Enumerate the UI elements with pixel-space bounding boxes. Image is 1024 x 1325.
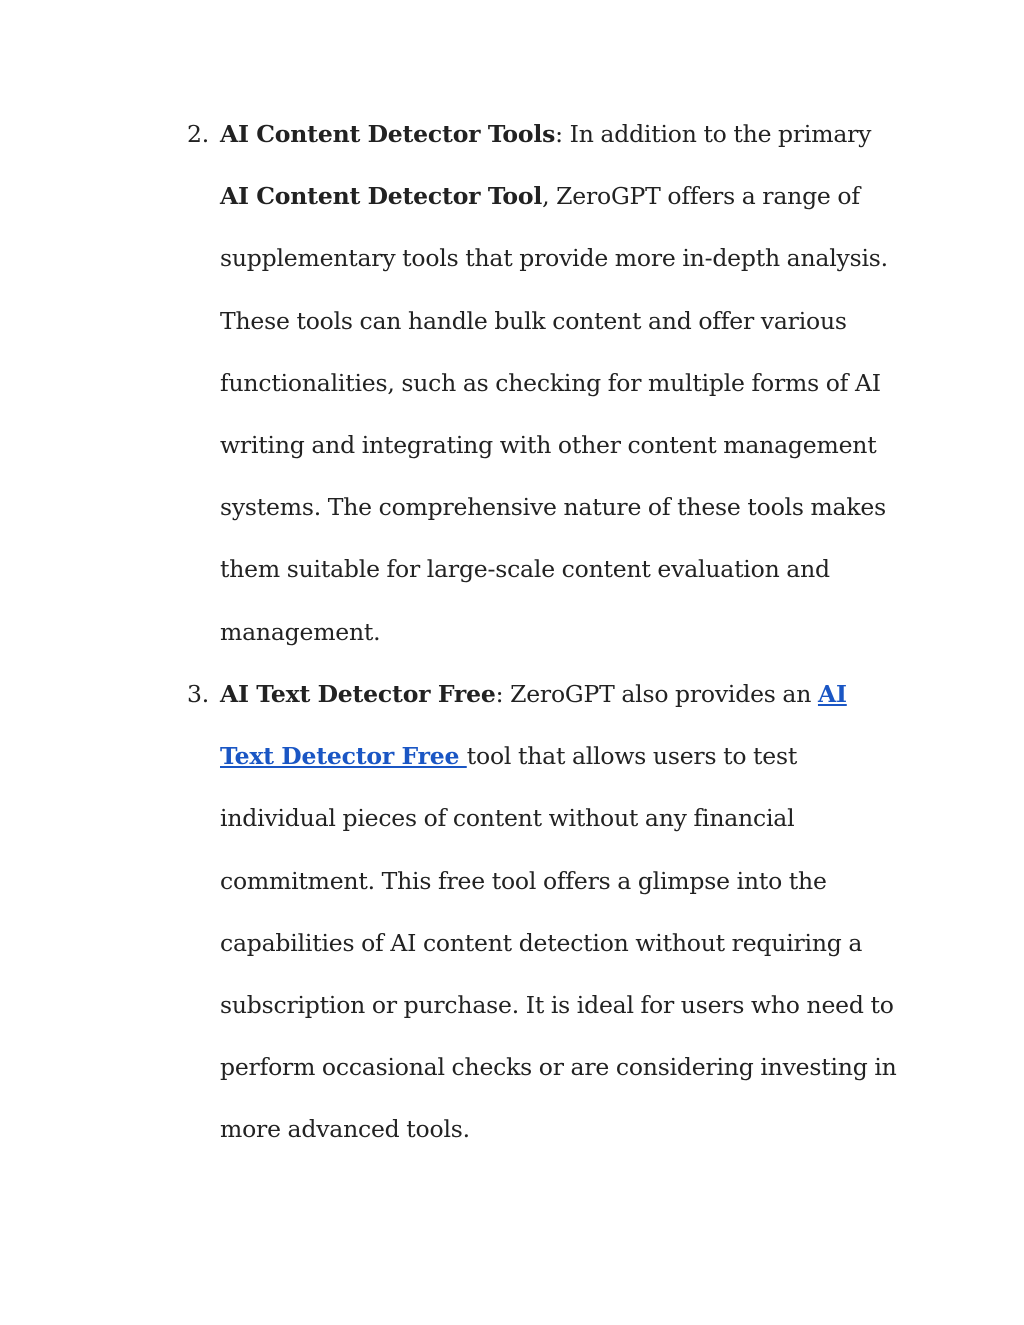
list-item-ai-text-detector-free bbox=[187, 663, 900, 1161]
item-body-text: , ZeroGPT offers a range of supplementary tools that provide more in-depth analysis. These tools can handle bulk content and offer various functionalities, such as checking for multiple forms of AI writing and integrating with other content management systems. The comprehensive nature of these tools makes them suitable for large-scale content evaluation and management. bbox=[220, 182, 888, 646]
list-number: 2. bbox=[187, 120, 210, 148]
item-body-text: tool that allows users to test individual pieces of content without any financial commitment. This free tool offers a glimpse into the capabilities of AI content detection without requiring a subscription or purchase. It is ideal for users who need to perform occasional checks or are considering investing in more advanced tools. bbox=[220, 742, 897, 1144]
inline-bold-term: AI Content Detector Tool bbox=[220, 182, 543, 211]
item-title-colon: : bbox=[555, 120, 563, 148]
item-text-intro: ZeroGPT also provides an bbox=[503, 680, 818, 708]
item-title: AI Content Detector Tools bbox=[220, 120, 556, 148]
item-title-colon: : bbox=[495, 680, 504, 708]
ai-text-detector-free-link[interactable]: AI Text Detector Free bbox=[220, 680, 847, 771]
list-item-ai-content-detector-tools bbox=[187, 103, 900, 663]
item-text-intro: In addition to the primary bbox=[562, 120, 872, 148]
list-number: 3. bbox=[187, 680, 210, 708]
item-title: AI Text Detector Free bbox=[220, 680, 496, 708]
